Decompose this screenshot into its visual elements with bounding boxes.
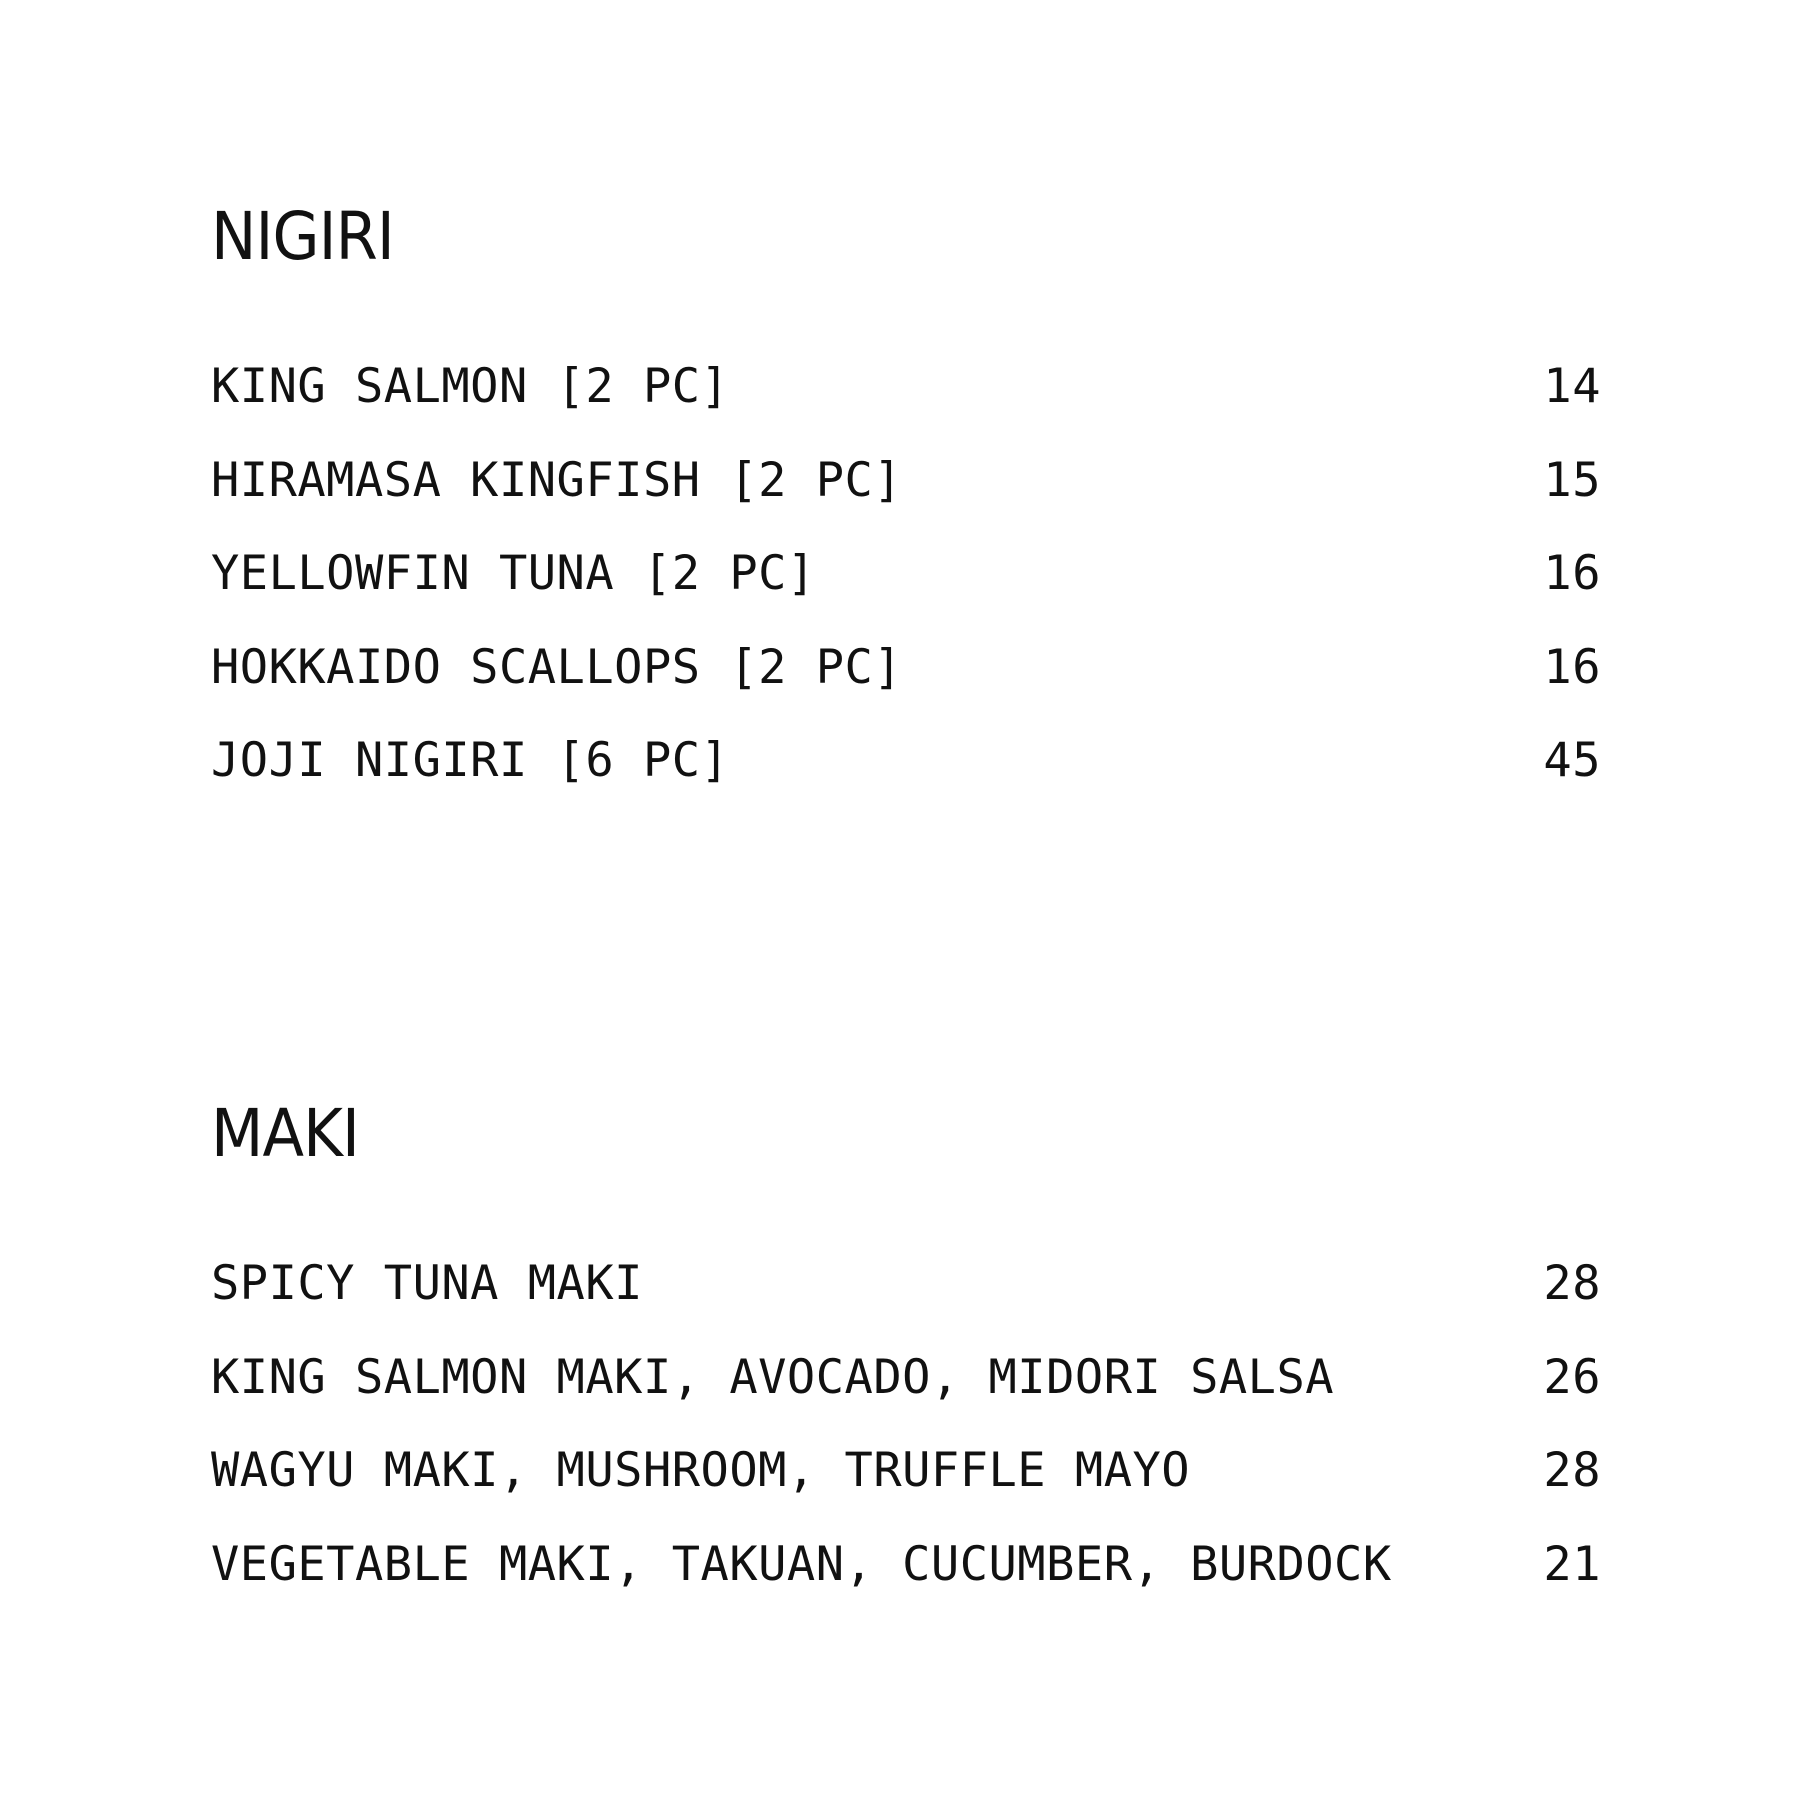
item-name: HOKKAIDO SCALLOPS [2 PC] [211,639,903,695]
item-name: YELLOWFIN TUNA [2 PC] [211,546,816,601]
menu-item [211,631,1601,725]
section-maki [211,1095,1601,1592]
menu-item [211,537,1601,631]
menu-item [211,1341,1601,1435]
item-price: 16 [1543,546,1601,601]
item-name: VEGETABLE MAKI, TAKUAN, CUCUMBER, BURDOCK [211,1536,1392,1592]
section-title: NIGIRI [211,198,394,275]
section-nigiri [211,198,1601,788]
item-name: WAGYU MAKI, MUSHROOM, TRUFFLE MAYO [211,1443,1191,1498]
menu-item [211,444,1601,538]
item-price: 28 [1543,1256,1601,1311]
item-price: 26 [1543,1349,1601,1405]
menu-item [211,350,1601,444]
item-price: 15 [1543,452,1601,508]
item-price: 14 [1543,359,1601,414]
item-name: HIRAMASA KINGFISH [2 PC] [211,452,903,508]
menu-item [211,1247,1601,1341]
item-price: 21 [1543,1536,1601,1592]
menu-item [211,1434,1601,1528]
menu-item [211,1528,1601,1622]
item-price: 28 [1543,1443,1601,1498]
item-name: KING SALMON MAKI, AVOCADO, MIDORI SALSA [211,1349,1335,1405]
item-price: 16 [1543,639,1601,695]
menu-item [211,724,1601,818]
item-price: 45 [1543,733,1601,788]
item-name: JOJI NIGIRI [6 PC] [211,733,730,788]
item-name: KING SALMON [2 PC] [211,359,730,414]
nigiri-item-list [211,350,1601,818]
item-name: SPICY TUNA MAKI [211,1256,643,1311]
maki-item-list [211,1247,1601,1621]
section-title: MAKI [211,1095,359,1172]
